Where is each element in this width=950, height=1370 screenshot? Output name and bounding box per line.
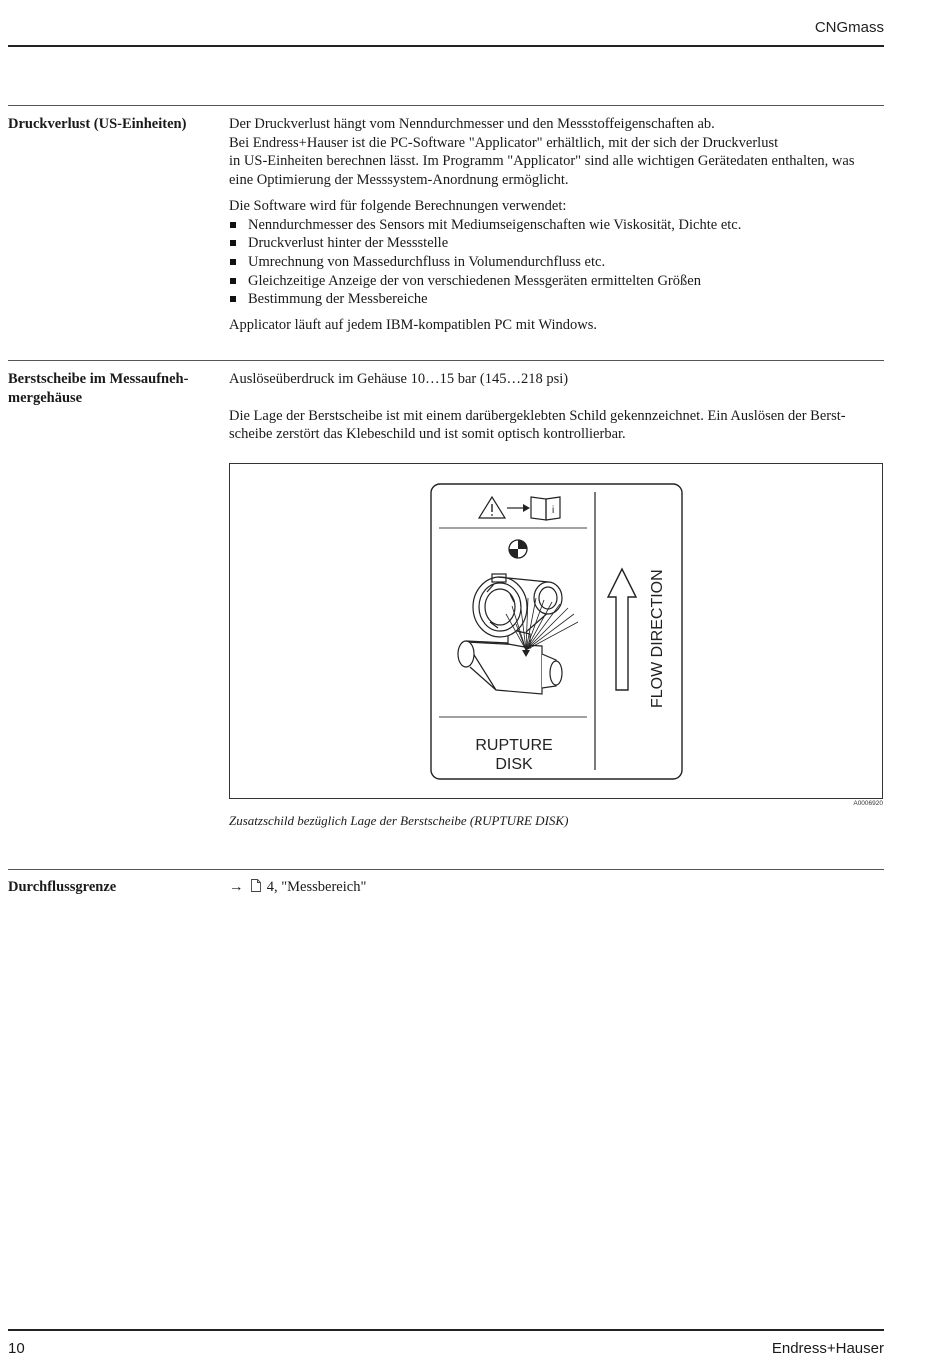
footer-rule: [8, 1329, 884, 1331]
section-label-flow-limit: Durchflussgrenze: [8, 879, 117, 895]
warning-icon: [479, 497, 505, 518]
section-content-flow-limit: [229, 878, 884, 898]
label-line: Berstscheibe im Messaufneh-: [8, 371, 189, 387]
list-item: Umrechnung von Massedurchfluss in Volumendurchfluss etc.: [229, 253, 884, 272]
section-content-pressure-loss: [229, 115, 884, 335]
paragraph: Applicator läuft auf jedem IBM-kompatiblen PC mit Windows.: [229, 317, 598, 334]
flow-direction-label: FLOW DIRECTION: [649, 569, 666, 708]
rupture-disk-label-illustration: [230, 464, 881, 797]
figure-caption: Zusatzschild bezüglich Lage der Berstscheibe (RUPTURE DISK): [229, 813, 569, 828]
page-number: 10: [8, 1340, 25, 1357]
arrow-right-icon: [507, 504, 530, 512]
list-item: Druckverlust hinter der Messstelle: [229, 234, 884, 253]
section-divider: [8, 869, 884, 870]
rupture-label-line2: DISK: [495, 756, 533, 773]
figure-frame: [229, 463, 883, 799]
section-divider: [8, 360, 884, 361]
svg-text:i: i: [552, 505, 555, 516]
section-label-rupture-disk: [8, 370, 208, 408]
rupture-label-line1: RUPTURE: [475, 737, 553, 754]
paragraph-line: eine Optimierung der Messsystem-Anordnung ermöglicht.: [229, 172, 569, 189]
footer-brand: Endress+Hauser: [771, 1340, 884, 1357]
paragraph: Auslöseüberdruck im Gehäuse 10…15 bar (145…218 psi): [229, 371, 569, 387]
paragraph-line: Die Lage der Berstscheibe ist mit einem darübergeklebten Schild gekennzeichnet. Ein Auslösen der Berst-: [229, 407, 846, 424]
list-item: Gleichzeitige Anzeige der von verschiedenen Messgeräten ermittelten Größen: [229, 272, 884, 291]
paragraph-line: in US-Einheiten berechnen lässt. Im Programm "Applicator" sind alle wichtigen Gerätedaten enthalten, was: [229, 153, 855, 170]
manual-book-icon: [531, 497, 560, 520]
flowmeter-drawing: [458, 574, 562, 694]
paragraph-line: scheibe zerstört das Klebeschild und ist somit optisch kontrollierbar.: [229, 426, 626, 443]
figure-code: A0006920: [853, 800, 883, 807]
paragraph-line: Bei Endress+Hauser ist die PC-Software "Applicator" erhältlich, mit der sich der Druckverlust: [229, 134, 779, 151]
section-divider: [8, 105, 884, 106]
disk-symbol-icon: [509, 540, 527, 558]
paragraph: Die Software wird für folgende Berechnungen verwendet:: [229, 197, 567, 214]
paragraph-line: Der Druckverlust hängt vom Nenndurchmesser und den Messstoffeigenschaften ab.: [229, 116, 715, 132]
flow-arrow-icon: [608, 569, 636, 690]
label-line: mergehäuse: [8, 390, 83, 406]
page-reference-link[interactable]: 4, "Messbereich": [266, 879, 367, 895]
document-title: CNGmass: [814, 19, 884, 36]
section-label-pressure-loss: Druckverlust (US-Einheiten): [8, 116, 187, 132]
header-rule: [8, 45, 884, 47]
page-ref-icon: [251, 879, 261, 898]
list-item: Nenndurchmesser des Sensors mit Mediumseigenschaften wie Viskosität, Dichte etc.: [229, 216, 884, 235]
bullet-list: [229, 216, 884, 310]
section-content-rupture-disk: [229, 370, 884, 444]
arrow-right-icon: →: [229, 879, 244, 895]
list-item: Bestimmung der Messbereiche: [229, 290, 884, 309]
